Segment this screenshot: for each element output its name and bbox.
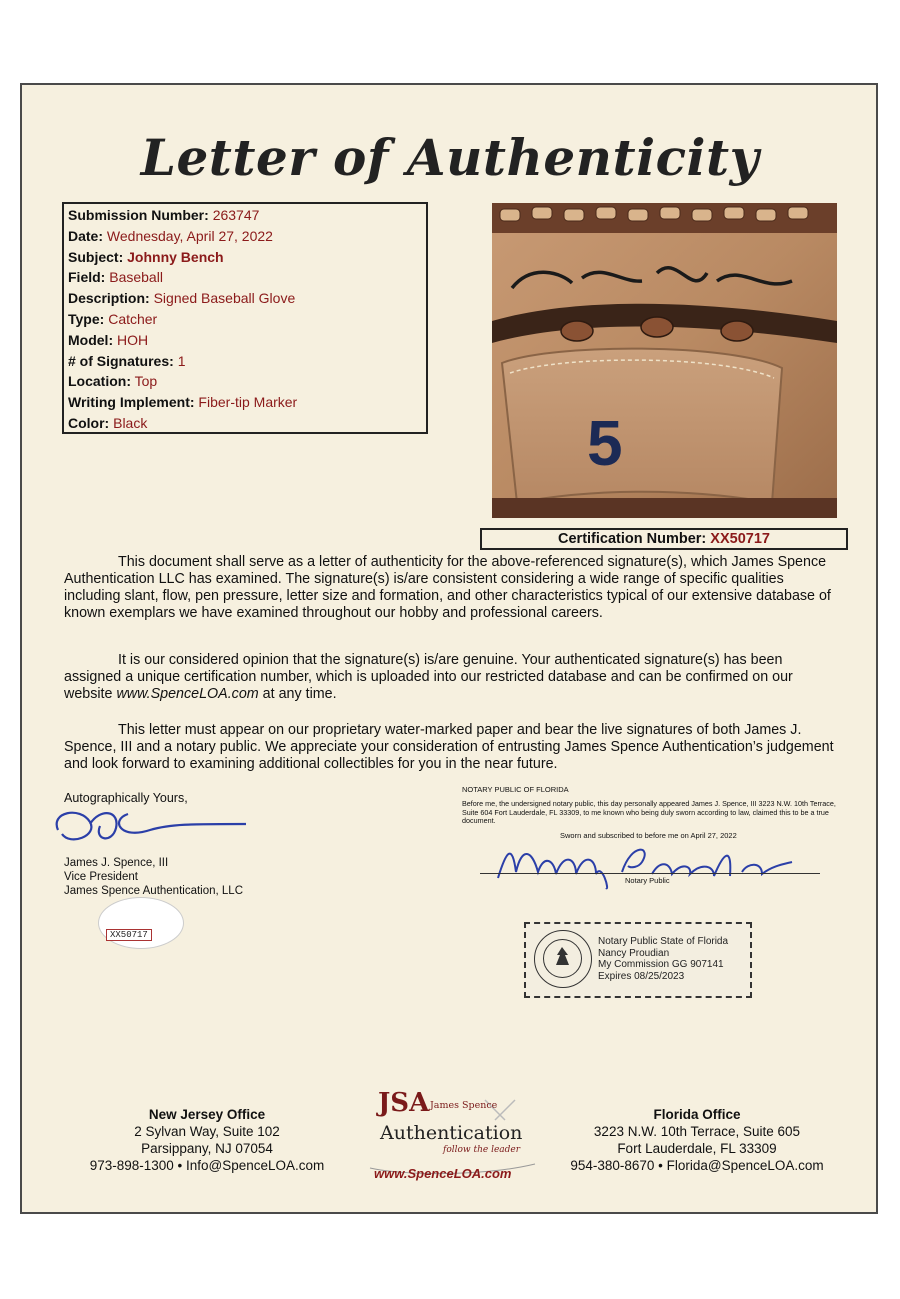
notary-heading: NOTARY PUBLIC OF FLORIDA — [462, 785, 569, 794]
submission-details-box — [62, 202, 428, 434]
hologram-sticker — [98, 897, 184, 949]
detail-signature-count: # of Signatures: 1 — [68, 352, 186, 369]
signer-block: James J. Spence, III Vice President James Spence Authentication, LLC — [64, 857, 244, 897]
detail-date: Date: Wednesday, April 27, 2022 — [68, 227, 273, 244]
detail-description: Description: Signed Baseball Glove — [68, 290, 296, 307]
detail-subject: Subject: Johnny Bench — [68, 248, 224, 265]
notary-stamp — [524, 922, 752, 998]
signed-glove-photo — [492, 203, 837, 518]
detail-type: Type: Catcher — [68, 310, 158, 327]
logo-tagline: follow the leader — [443, 1145, 521, 1155]
notary-stamp-text: Notary Public State of Florida Nancy Proudian My Commission GG 907141 Expires 08/25/2023 — [598, 936, 729, 982]
notary-caption: Notary Public — [625, 876, 670, 885]
logo-authentication: Authentication — [380, 1122, 523, 1144]
detail-color: Color: Black — [68, 414, 148, 431]
logo-website[interactable]: www.SpenceLOA.com — [374, 1166, 512, 1181]
paragraph-opinion: It is our considered opinion that the signature(s) is/are genuine. Your authenticated signature(s) has been assigned a unique certification number, which is uploaded into our restricted database and can be confirmed on our website www.SpenceLOA.com at any time. — [64, 652, 793, 702]
website-link[interactable]: www.SpenceLOA.com — [116, 686, 259, 702]
detail-field: Field: Baseball — [68, 269, 163, 286]
notary-seal-icon — [534, 930, 592, 988]
detail-location: Location: Top — [68, 373, 158, 390]
paragraph-authenticity: This document shall serve as a letter of authenticity for the above-referenced signature(s), which James Spence Authentication LLC has examined. The signature(s) is/are consistent considering a wide range of specific qualities including slant, flow, pen pressure, letter size and formation, and other characteristics typical of our extensive database of known exemplars we have examined throughout our hobby and professional careers. — [64, 554, 831, 621]
spence-signature — [50, 800, 250, 852]
glove-image — [492, 203, 837, 518]
logo-jsa-text: JSA — [378, 1088, 430, 1118]
sticker-code: XX50717 — [106, 929, 152, 941]
notary-sworn-date: Sworn and subscribed to before me on April 27, 2022 — [560, 831, 737, 840]
notary-signature-line — [480, 873, 820, 874]
notary-statement: Before me, the undersigned notary public, this day personally appeared James J. Spence, III 3223 N.W. 10th Terrace, Suite 604 Fort Lauderdale, FL 33309, to me known who being duly sworn according to law, claimed this to be a true document. — [462, 799, 836, 825]
logo-james-spence: James Spence — [430, 1100, 498, 1111]
paragraph-watermark: This letter must appear on our proprietary water-marked paper and bear the live signatures of both James J. Spence, III and a notary public. We appreciate your consideration of entrusting James Spence Authentication’s judgement and look forward to examining additional collectibles for you in the near future. — [64, 722, 834, 772]
detail-writing-implement: Writing Implement: Fiber-tip Marker — [68, 394, 298, 411]
detail-submission-number: Submission Number: 263747 — [68, 207, 260, 223]
new-jersey-office: New Jersey Office 2 Sylvan Way, Suite 102 Parsippany, NJ 07054 973-898-1300 • Info@SpenceLOA.com — [89, 1107, 325, 1173]
glove-number: 5 — [587, 407, 623, 479]
page-title: Letter of Authenticity — [140, 128, 760, 187]
certification-number-box: Certification Number: XX50717 — [480, 528, 848, 550]
closing-line: Autographically Yours, — [64, 791, 188, 805]
florida-office: Florida Office 3223 N.W. 10th Terrace, Suite 605 Fort Lauderdale, FL 33309 954-380-8670 • Florida@SpenceLOA.com — [570, 1107, 824, 1173]
detail-model: Model: HOH — [68, 331, 149, 348]
